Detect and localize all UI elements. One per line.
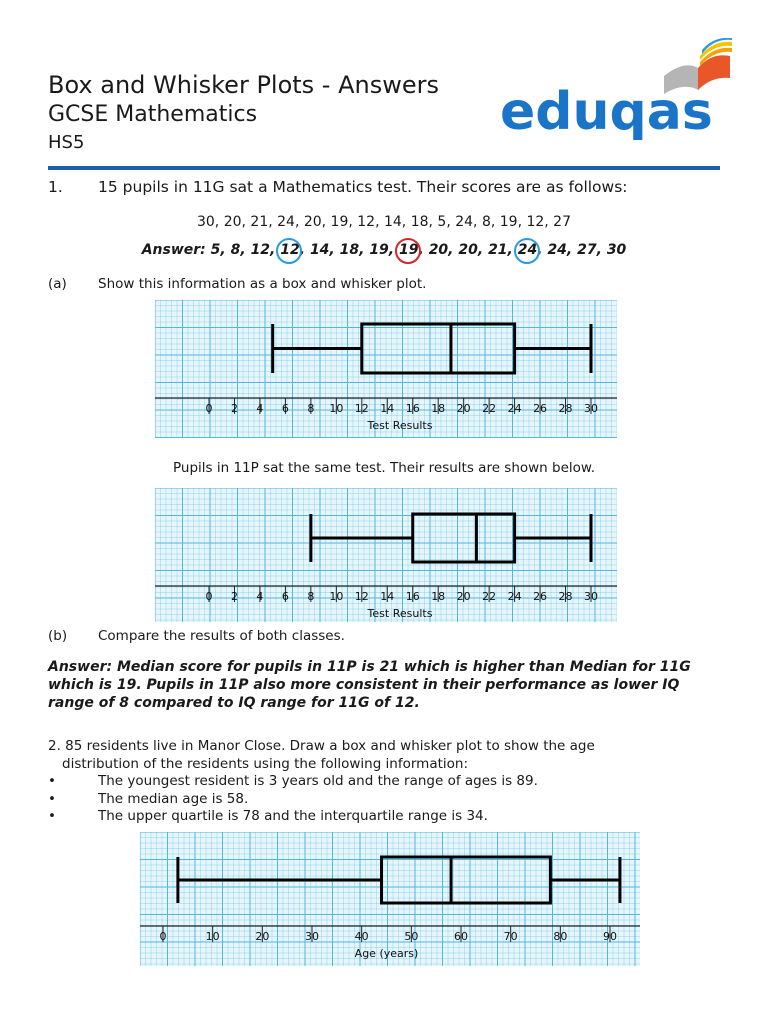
x-axis-label: Test Results	[367, 419, 433, 432]
answer-value: 24	[518, 242, 537, 258]
answer-value: 24	[547, 242, 567, 258]
answer-value: 20	[458, 242, 478, 258]
part-a-text: Show this information as a box and whisker plot.	[98, 276, 427, 292]
tick-label: 40	[354, 930, 369, 943]
part-b	[48, 628, 345, 644]
tick-label: 20	[255, 930, 270, 943]
answer-value: 30	[606, 242, 627, 258]
answer-value: 12	[280, 242, 299, 258]
tick-label: 60	[454, 930, 468, 943]
tick-label: 14	[380, 590, 395, 603]
tick-label: 18	[431, 590, 446, 603]
part-b-label: (b)	[48, 628, 68, 644]
tick-label: 24	[507, 590, 522, 603]
question-number: 1.	[48, 178, 63, 196]
tick-label: 90	[603, 930, 617, 943]
circle-mark	[514, 238, 540, 264]
question-prompt: 15 pupils in 11G sat a Mathematics test. Their scores are as follows:	[98, 178, 628, 196]
answer-value: 19	[399, 242, 418, 258]
question-2	[48, 738, 728, 826]
bullet-dot: •	[48, 790, 56, 807]
answer-value: 20	[428, 242, 449, 258]
page-title: Box and Whisker Plots - Answers	[48, 71, 439, 99]
tick-label: 12	[354, 590, 369, 603]
tick-label: 6	[281, 590, 289, 603]
tick-label: 4	[256, 402, 264, 415]
bullet-item	[48, 808, 728, 826]
tick-label: 10	[329, 590, 344, 603]
bullet-text: The median age is 58.	[98, 790, 249, 807]
tick-label: 22	[482, 590, 497, 603]
bullet-dot: •	[48, 773, 56, 789]
tick-label: 18	[431, 402, 446, 415]
question-1	[48, 178, 728, 196]
circle-mark	[276, 238, 302, 264]
answer-value: 14	[309, 242, 330, 258]
part-a	[48, 276, 426, 292]
logo-wordmark: eduqas	[500, 82, 713, 142]
answer-value: 21	[488, 242, 508, 258]
ordered-answer: Answer: 5, 8, 12, 12 , 14, 18, 19, 19 , 20, 20, 21, 24 , 24, 27, 30	[0, 242, 768, 258]
tick-label: 22	[482, 402, 497, 415]
q2-intro-1: 2. 85 residents live in Manor Close. Draw a box and whisker plot to show the age	[48, 738, 595, 754]
box-plot-11p	[155, 488, 617, 622]
between-text: Pupils in 11P sat the same test. Their results are shown below.	[172, 460, 596, 476]
tick-label: 30	[584, 590, 598, 603]
tick-label: 4	[256, 590, 264, 603]
tick-label: 24	[507, 402, 522, 415]
tick-label: 80	[553, 930, 568, 943]
box-plot-ages	[140, 832, 640, 966]
bullet-text: The upper quartile is 78 and the interquartile range is 34.	[98, 808, 488, 824]
tick-label: 26	[533, 590, 548, 603]
tick-label: 0	[159, 930, 167, 943]
bullet-item	[48, 773, 728, 791]
tick-label: 28	[558, 590, 573, 603]
grid-background	[140, 832, 640, 966]
answer-value: 19	[369, 242, 389, 258]
bullet-dot: •	[48, 808, 56, 824]
tick-label: 16	[405, 590, 420, 603]
bullet-item	[48, 791, 728, 809]
x-axis-label: Test Results	[367, 607, 433, 620]
page-subject: GCSE Mathematics	[48, 102, 258, 127]
eduqas-logo	[498, 38, 734, 148]
tick-label: 28	[558, 402, 573, 415]
tick-label: 16	[405, 402, 420, 415]
answer-prefix: Answer:	[141, 242, 211, 258]
tick-label: 0	[205, 402, 213, 415]
part-b-text: Compare the results of both classes.	[98, 628, 345, 644]
tick-label: 14	[380, 402, 395, 415]
answer-value: 8	[230, 242, 241, 258]
part-a-label: (a)	[48, 276, 67, 292]
x-axis-label: Age (years)	[354, 947, 419, 960]
header-divider	[48, 166, 720, 170]
box-plot-11g	[155, 300, 617, 438]
tick-label: 10	[205, 930, 220, 943]
tick-label: 2	[230, 402, 238, 415]
tick-label: 8	[307, 590, 315, 603]
tick-label: 6	[281, 402, 289, 415]
page-code: HS5	[48, 132, 85, 153]
tick-label: 30	[305, 930, 319, 943]
bullet-text: The youngest resident is 3 years old and the range of ages is 89.	[98, 773, 538, 789]
tick-label: 50	[404, 930, 419, 943]
q2-intro-2: distribution of the residents using the following information:	[62, 755, 469, 772]
tick-label: 30	[584, 402, 598, 415]
answer-value: 12	[250, 242, 271, 258]
tick-label: 20	[456, 402, 471, 415]
tick-label: 20	[456, 590, 471, 603]
tick-label: 70	[503, 930, 518, 943]
answer-value: 5	[210, 242, 221, 258]
answer-b: Answer: Median score for pupils in 11P is 21 which is higher than Median for 11G which is 19. Pupils in 11P also more consistent in their performance as lower IQ range of 8 compared to IQ range for 11G of 12.	[48, 659, 691, 711]
tick-label: 10	[329, 402, 344, 415]
circle-mark	[395, 238, 421, 264]
answer-value: 18	[339, 242, 360, 258]
scores-list: 30, 20, 21, 24, 20, 19, 12, 14, 18, 5, 24, 8, 19, 12, 27	[196, 214, 571, 230]
tick-label: 8	[307, 402, 315, 415]
tick-label: 0	[205, 590, 213, 603]
tick-label: 2	[230, 590, 238, 603]
answer-value: 27	[577, 242, 597, 258]
tick-label: 12	[354, 402, 369, 415]
tick-label: 26	[533, 402, 548, 415]
